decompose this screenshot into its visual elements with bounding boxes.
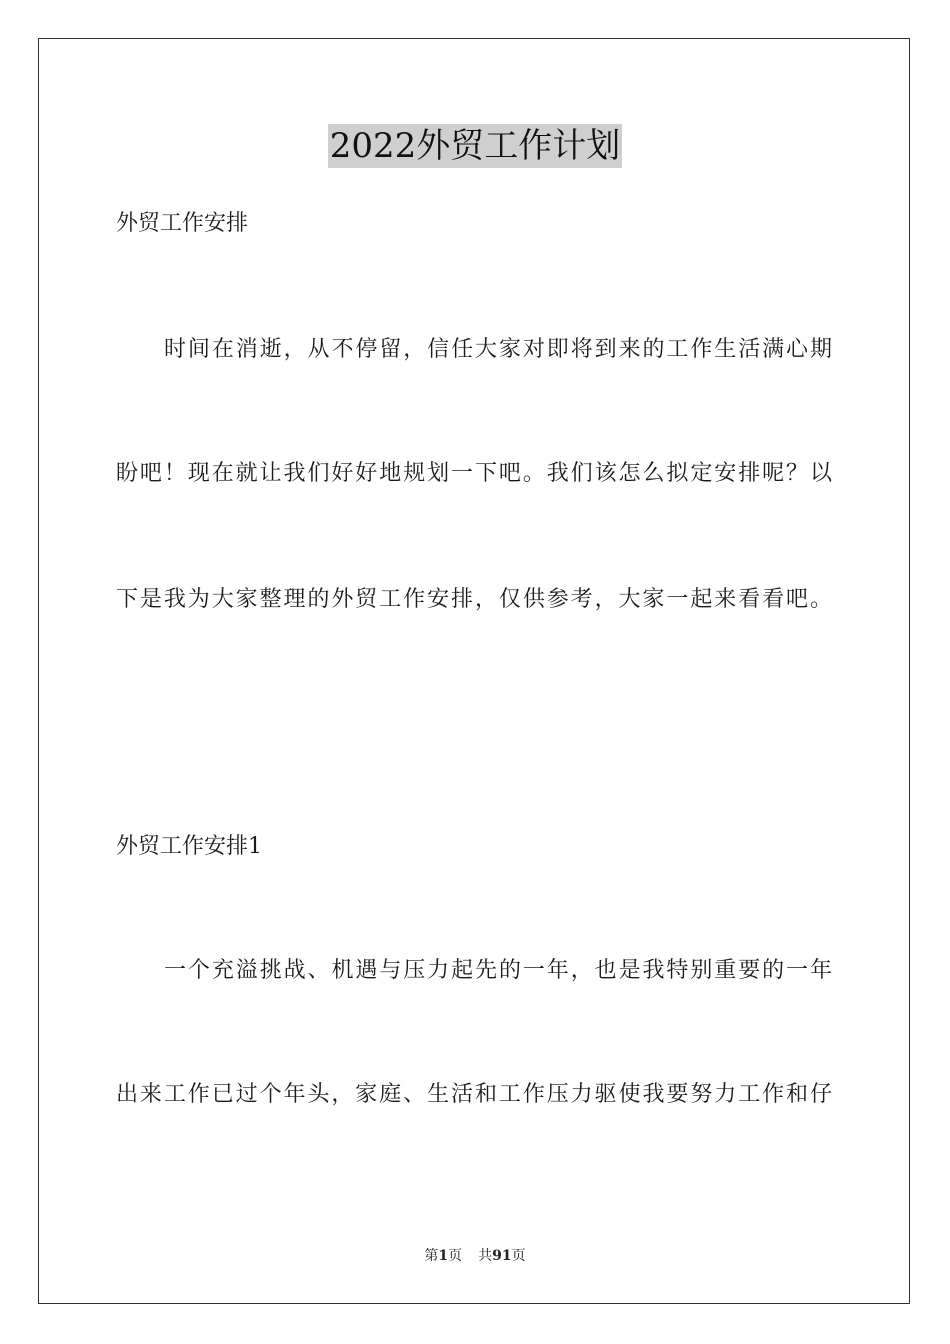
footer-page-total: 91 [492, 1248, 512, 1264]
footer-page-unit: 页 [448, 1248, 463, 1264]
page-footer [0, 1246, 950, 1266]
paragraph-line: 时间在消逝，从不停留，信任大家对即将到来的工作生活满心期 [164, 337, 832, 362]
footer-page-current: 1 [438, 1248, 449, 1264]
footer-total-unit: 页 [511, 1248, 526, 1264]
document-title: 2022外贸工作计划 [329, 126, 621, 166]
section-heading-2: 外贸工作安排1 [116, 834, 262, 859]
section-heading-1: 外贸工作安排 [116, 211, 249, 236]
paragraph-line: 出来工作已过个年头，家庭、生活和工作压力驱使我要努力工作和仔 [116, 1082, 832, 1107]
paragraph-line: 一个充溢挑战、机遇与压力起先的一年，也是我特别重要的一年 [164, 958, 832, 983]
paragraph-line: 下是我为大家整理的外贸工作安排，仅供参考，大家一起来看看吧。 [116, 587, 832, 612]
title-container [0, 124, 950, 168]
footer-total-prefix: 共 [478, 1248, 493, 1264]
paragraph-line: 盼吧！现在就让我们好好地规划一下吧。我们该怎么拟定安排呢？以 [116, 461, 832, 486]
footer-page-prefix: 第 [424, 1248, 439, 1264]
